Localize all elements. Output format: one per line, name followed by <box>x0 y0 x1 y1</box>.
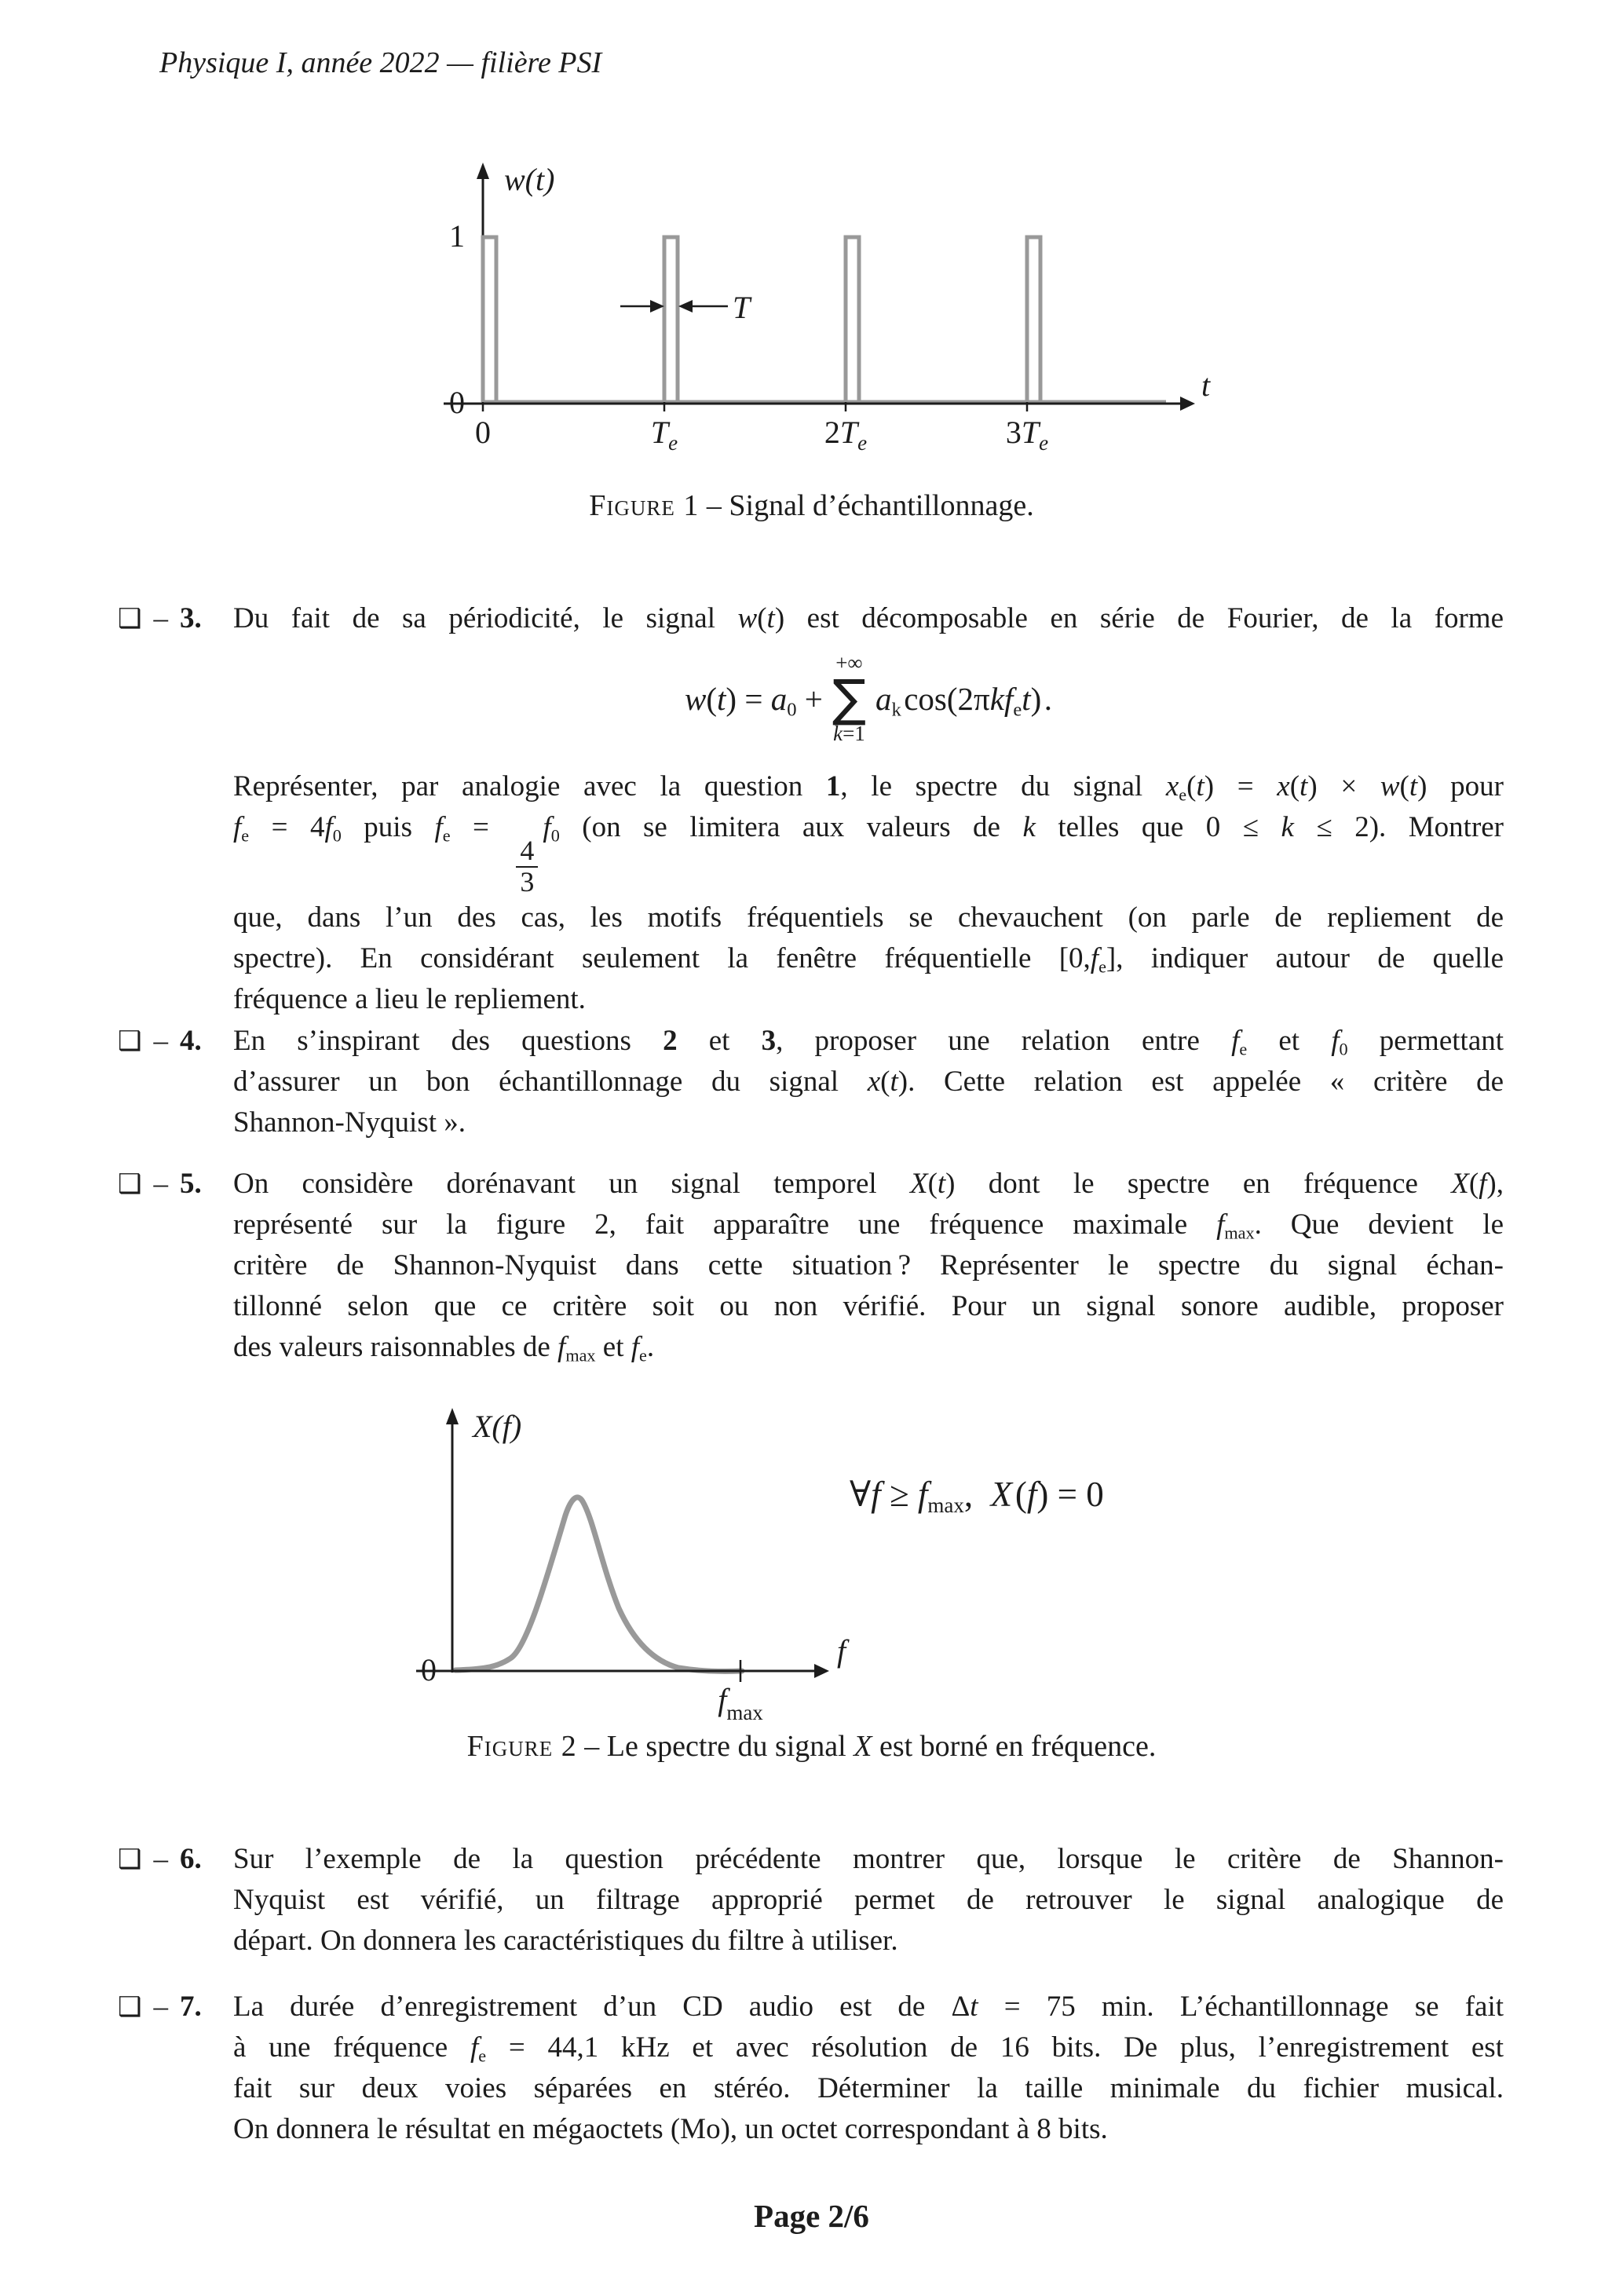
origin-label: 0 <box>421 1652 437 1687</box>
x-tick-label-3Te: $3T_e$ <box>1005 415 1049 455</box>
marker-dash: – <box>153 1843 168 1875</box>
question-3-body <box>233 598 1504 1020</box>
document-header: Physique I, année 2022 — filière PSI <box>159 46 602 79</box>
question-text-line: On donnera le résultat en mégaoctets (Mo), un octet correspondant à 8 bits. <box>233 2113 1108 2145</box>
question-6-marker <box>118 1839 233 1961</box>
question-text-line: Sur l’exemple de la question précédente montrer que, lorsque le critère de Shannon- <box>233 1843 1504 1875</box>
y-value-zero: 0 <box>449 385 465 420</box>
figure2-caption <box>0 1729 1623 1764</box>
x-tick-label-Te: $T_e$ <box>650 415 678 455</box>
question-text-line: départ. On donnera les caractéristiques du filtre à utiliser. <box>233 1925 898 1957</box>
sum-sigma-icon: ∑ <box>832 669 866 728</box>
marker-dash: – <box>153 602 168 634</box>
fmax-tick-label: $f_{max}$ <box>718 1682 763 1724</box>
question-number: 7. <box>179 1991 202 2023</box>
question-text-line: fait sur deux voies séparées en stéréo. Déterminer la taille minimale du fichier musical. <box>233 2072 1504 2104</box>
question-text-line: des valeurs raisonnables de $f_{max}$ et $f_e$. <box>233 1331 655 1366</box>
question-4 <box>118 1021 1504 1143</box>
figure1-caption-text: – Signal d’échantillonnage. <box>706 489 1034 522</box>
formula-rhs: $a_k$ cos(2πkf$_e$t) . <box>875 680 1052 720</box>
question-7-marker <box>118 1987 233 2150</box>
sum-lower-limit: k=1 <box>833 722 865 746</box>
figure1-plot <box>416 151 1248 481</box>
question-3 <box>118 598 1504 1020</box>
question-text-line: La durée d’enregistrement d’un CD audio est de Δt = 75 min. L’échantillonnage se fait <box>233 1991 1504 2023</box>
question-number: 3. <box>179 602 202 634</box>
y-axis-arrow-icon <box>446 1408 459 1424</box>
question-number: 6. <box>179 1843 202 1875</box>
marker-dash: – <box>153 1025 168 1057</box>
question-text-line: représenté sur la figure 2, fait apparaître une fréquence maximale $f_{max}$. Que devient le <box>233 1208 1504 1243</box>
x-tick-label-2Te: $2T_e$ <box>824 415 868 455</box>
question-text-line: Shannon-Nyquist ». <box>233 1106 466 1139</box>
question-4-marker <box>118 1021 233 1143</box>
question-text-line: à une fréquence $f_e = 44,1$ kHz et avec résolution de 16 bits. De plus, l’enregistrement est <box>233 2031 1504 2066</box>
figure1-caption-label: Figure 1 <box>589 489 700 522</box>
question-text-line: spectre). En considérant seulement la fenêtre fréquentielle $[0,f_e]$, indiquer autour de quelle <box>233 941 1504 977</box>
question-text-line: On considère dorénavant un signal temporel X(t) dont le spectre en fréquence X(f), <box>233 1168 1504 1200</box>
question-6-body <box>233 1839 1504 1961</box>
question-number: 4. <box>179 1025 202 1057</box>
fourier-series-formula <box>233 652 1504 746</box>
y-axis-label: w(t) <box>504 162 555 197</box>
x-axis-label: f <box>837 1633 846 1669</box>
arrow-right-icon <box>650 300 664 313</box>
question-text-line: Représenter, par analogie avec la question 1, le spectre du signal $x_e(t) = x(t) \times w(t)$ pour <box>233 770 1504 805</box>
y-value-one: 1 <box>449 218 465 254</box>
page-number: Page 2/6 <box>754 2198 869 2234</box>
question-7 <box>118 1987 1504 2150</box>
y-axis-arrow-icon <box>477 163 489 179</box>
question-6 <box>118 1839 1504 1961</box>
x-axis-arrow-icon <box>1180 397 1195 411</box>
arrow-left-icon <box>678 300 693 313</box>
x-tick-label-0: 0 <box>475 415 491 450</box>
pulse-2Te <box>846 237 859 402</box>
question-5-body <box>233 1164 1504 1368</box>
checkbox-bullet-icon: ❑ <box>118 603 142 634</box>
figure2-caption-text: – Le spectre du signal X est borné en fréquence. <box>584 1730 1157 1763</box>
question-text-line: $f_e = 4f_0$ puis $f_e$ = $\frac{4}{3}$ $f_0$ (on se limitera aux valeurs de k telles que 0 ≤ k ≤ 2). Montrer <box>233 811 1504 898</box>
pulse-width-annotation <box>620 290 752 325</box>
checkbox-bullet-icon: ❑ <box>118 1844 142 1875</box>
figure2-plot <box>393 1396 1256 1726</box>
question-text-line: que, dans l’un des cas, les motifs fréquentiels se chevauchent (on parle de repliement de <box>233 901 1504 934</box>
checkbox-bullet-icon: ❑ <box>118 1991 142 2023</box>
question-text-line: fréquence a lieu le repliement. <box>233 982 586 1015</box>
sum-upper-limit: +∞ <box>835 651 863 675</box>
question-4-body <box>233 1021 1504 1143</box>
question-5 <box>118 1164 1504 1368</box>
x-axis-label: t <box>1201 367 1211 403</box>
checkbox-bullet-icon: ❑ <box>118 1168 142 1200</box>
formula-lhs: $w(t) = a_0$ + <box>685 680 823 720</box>
question-5-marker <box>118 1164 233 1368</box>
question-3-marker <box>118 598 233 1020</box>
x-axis-arrow-icon <box>814 1664 829 1678</box>
marker-dash: – <box>153 1991 168 2023</box>
question-text-line: Du fait de sa périodicité, le signal w(t) est décomposable en série de Fourier, de la forme <box>233 602 1504 634</box>
marker-dash: – <box>153 1168 168 1200</box>
y-axis-label: X(f) <box>473 1409 522 1444</box>
pulse-3Te <box>1027 237 1040 402</box>
figure2-caption-label: Figure 2 <box>466 1730 577 1763</box>
pulse-Te <box>664 237 678 402</box>
question-text-line: tillonné selon que ce critère soit ou non vérifié. Pour un signal sonore audible, proposer <box>233 1290 1504 1322</box>
question-text-line: d’assurer un bon échantillonnage du signal x(t). Cette relation est appelée « critère de <box>233 1066 1504 1098</box>
summation-symbol <box>832 652 866 746</box>
pulse-width-label: T <box>733 290 751 325</box>
question-text-line: Nyquist est vérifié, un filtrage approprié permet de retrouver le signal analogique de <box>233 1884 1504 1916</box>
figure2-annotation: ∀f ≥ $f_{max}$, X (f) = 0 <box>850 1475 1104 1518</box>
question-7-body <box>233 1987 1504 2150</box>
checkbox-bullet-icon: ❑ <box>118 1026 142 1057</box>
question-number: 5. <box>179 1168 202 1200</box>
question-text-line: En s’inspirant des questions 2 et 3, proposer une relation entre $f_e$ et $f_0$ permettant <box>233 1025 1504 1059</box>
pulse-0 <box>483 237 496 402</box>
figure1-caption <box>0 488 1623 523</box>
spectrum-curve <box>455 1497 742 1672</box>
question-text-line: critère de Shannon-Nyquist dans cette situation ? Représenter le spectre du signal échan- <box>233 1249 1504 1281</box>
